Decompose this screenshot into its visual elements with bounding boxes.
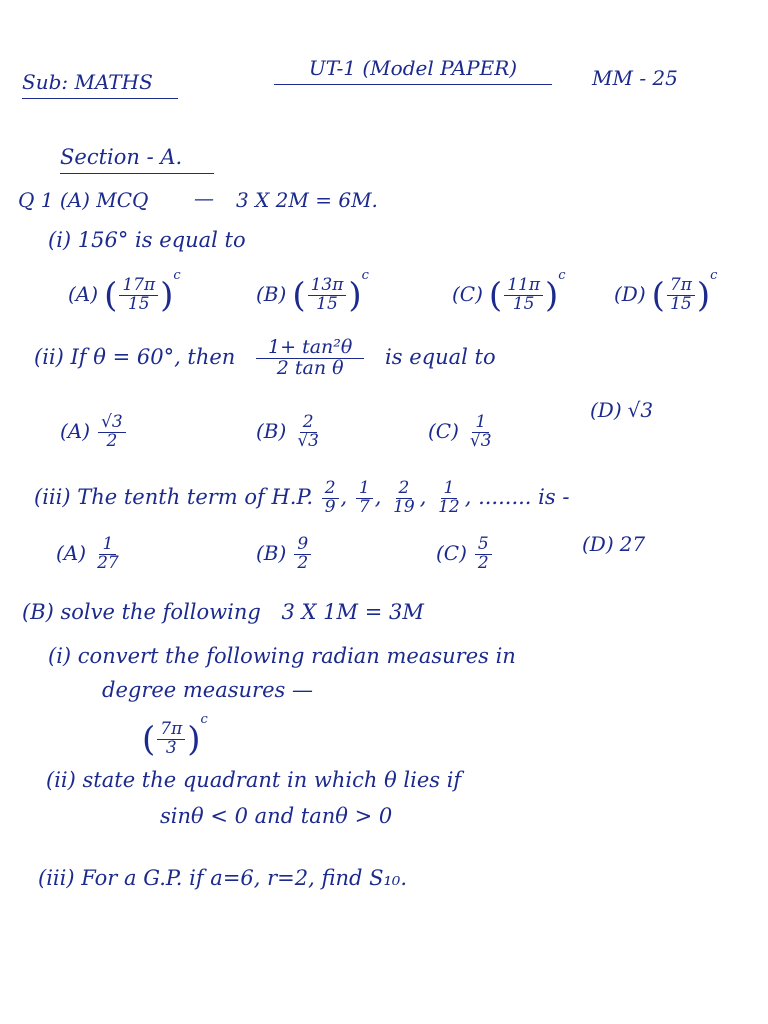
q1-option-c: (C) ( $\frac{11\pi}{15}$ )$^c$ xyxy=(452,268,566,316)
q2-option-c: (C) $\frac{1}{√3}$ xyxy=(428,412,492,451)
question-3-stem: (iii) The tenth term of H.P. $\frac{2}{9}$ , $\frac{1}{7}$ , $\frac{2}{19}$ , $\frac{1}{12}$ , ........ is - xyxy=(34,478,570,517)
question-number: (ii) xyxy=(34,344,64,369)
q1-option-d: (D) ( $\frac{7\pi}{15}$ )$^c$ xyxy=(614,268,718,316)
section-b-q2-line2: sinθ < 0 and tanθ > 0 xyxy=(160,804,393,828)
question-number: (ii) xyxy=(46,768,76,792)
question-text-pre: The tenth term of H.P. xyxy=(77,484,314,509)
option-label: (A) xyxy=(68,282,99,306)
q3-option-b: (B) $\frac{9}{2}$ xyxy=(256,536,313,573)
option-fraction: $\frac{11\pi}{15}$ xyxy=(504,277,543,314)
section-b-q1-fraction: ( $\frac{7\pi}{3}$ )$^c$ xyxy=(142,712,208,760)
question-number: (i) xyxy=(48,228,72,252)
q2-option-a: (A) $\frac{√3}{2}$ xyxy=(60,414,128,451)
max-marks: MM - 25 xyxy=(592,66,678,90)
q3-option-c: (C) $\frac{5}{2}$ xyxy=(436,536,494,573)
question-number: (i) xyxy=(48,644,72,668)
section-b-q1 xyxy=(48,644,516,668)
option-fraction: $\frac{17\pi}{15}$ xyxy=(119,277,158,314)
section-b-heading: (B) solve the following 3 X 1M = 3M xyxy=(22,600,424,624)
q1-marks: 3 X 2M = 6M. xyxy=(236,188,378,212)
question-number: (iii) xyxy=(38,866,75,890)
option-label: (B) xyxy=(256,282,287,306)
paper-title: UT-1 (Model PAPER) xyxy=(274,56,552,85)
hp-term: $\frac{2}{19}$ xyxy=(393,478,415,517)
section-b-q3 xyxy=(38,866,407,890)
hp-term: $\frac{2}{9}$ xyxy=(322,480,339,517)
q2-option-b: (B) $\frac{2}{√3}$ xyxy=(256,412,319,451)
expression-fraction: $\frac{\text{1+ tan²θ}}{\text{2 tan θ}}$ xyxy=(256,338,364,379)
section-a-heading: Section - A. xyxy=(60,145,214,174)
q2-option-d: (D) √3 xyxy=(590,398,654,422)
section-b-marks: 3 X 1M = 3M xyxy=(281,600,424,624)
question-1-stem xyxy=(48,228,246,252)
question-text: 156° is equal to xyxy=(77,228,246,252)
q3-option-a: (A) $\frac{1}{27}$ xyxy=(56,534,119,573)
q1-heading: Q 1 (A) MCQ xyxy=(18,188,149,212)
hp-term: $\frac{1}{12}$ xyxy=(438,478,460,517)
section-b-q1-line2: degree measures — xyxy=(102,678,313,702)
hp-term: $\frac{1}{7}$ xyxy=(356,480,373,517)
option-label: (C) xyxy=(452,282,483,306)
option-fraction: $\frac{13\pi}{15}$ xyxy=(308,277,347,314)
subject-label: Sub: MATHS xyxy=(22,70,178,99)
q1-option-a: (A) ( $\frac{17\pi}{15}$ )$^c$ xyxy=(68,268,181,316)
option-label: (D) xyxy=(614,282,646,306)
question-line1: convert the following radian measures in xyxy=(77,644,516,668)
q3-option-d: (D) 27 xyxy=(582,532,646,556)
q1-dash: — xyxy=(194,186,214,210)
section-b-q2 xyxy=(46,768,461,792)
question-text-pre: If θ = 60°, then xyxy=(70,344,236,369)
question-text-post: , ........ is - xyxy=(464,484,570,509)
q1-option-b: (B) ( $\frac{13\pi}{15}$ )$^c$ xyxy=(256,268,369,316)
question-2-stem xyxy=(34,338,496,379)
question-line1: For a G.P. if a=6, r=2, find S₁₀. xyxy=(81,866,408,890)
option-fraction: $\frac{7\pi}{15}$ xyxy=(667,277,695,314)
question-text-post: is equal to xyxy=(385,344,496,369)
question-number: (iii) xyxy=(34,484,71,509)
question-line1: state the quadrant in which θ lies if xyxy=(82,768,462,792)
